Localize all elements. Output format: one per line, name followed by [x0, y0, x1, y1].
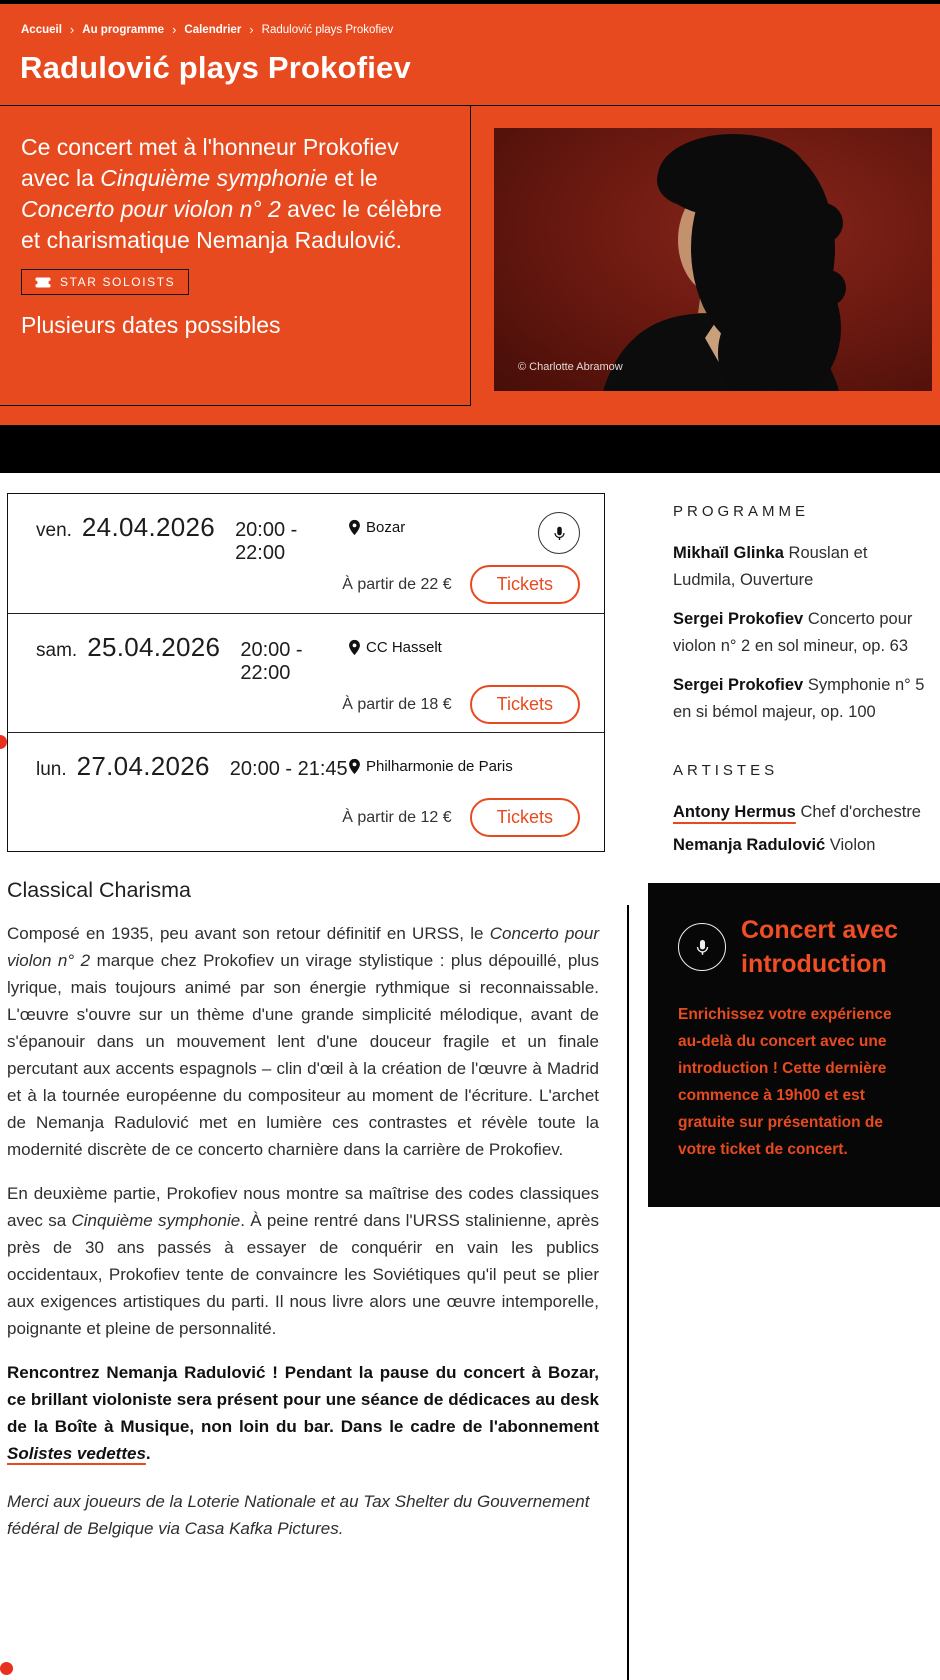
work-title-italic: Concerto pour violon n° 2 [7, 924, 599, 970]
hero-desc-text: avec le célèbre et charismatique Nemanja Radulović. [21, 196, 442, 254]
location-pin-icon [348, 758, 361, 775]
article-paragraph-2 [7, 1180, 599, 1342]
hero-columns [0, 105, 940, 428]
event-date: 24.04.2026 [81, 512, 216, 542]
chevron-right-icon: › [69, 22, 75, 37]
chevron-right-icon: › [249, 22, 254, 37]
location-pin-icon [348, 519, 361, 536]
artist-item [673, 799, 931, 826]
venue-name: Bozar [366, 519, 406, 536]
breadcrumb [0, 4, 940, 37]
work-title-italic: Concerto pour violon n° 2 [21, 196, 281, 223]
red-dot-indicator [0, 1662, 13, 1675]
breadcrumb-link-calendrier[interactable]: Calendrier [184, 23, 242, 36]
price-from: À partir de 18 € [342, 695, 452, 713]
concert-introduction-card [648, 883, 940, 1207]
events-table [7, 493, 605, 852]
page-title: Radulović plays Prokofiev [20, 50, 411, 85]
composer-name: Sergei Prokofiev [673, 676, 804, 694]
venue-name: CC Hasselt [366, 639, 442, 656]
hero-desc-text: Ce concert met à l'honneur Prokofiev avec la [21, 134, 399, 192]
paragraph-text: . [145, 1444, 151, 1463]
work-name: Concerto pour violon n° 2 en sol mineur, op. 63 [673, 610, 913, 655]
programme-heading: PROGRAMME [673, 503, 810, 520]
artist-item [673, 832, 931, 859]
composer-name: Mikhaïl Glinka [673, 544, 784, 562]
paragraph-text: Composé en 1935, peu avant son retour définitif en URSS, le [7, 924, 490, 943]
event-time: 20:00 - 22:00 [235, 519, 298, 564]
breadcrumb-link-au-programme[interactable]: Au programme [82, 23, 165, 36]
article [7, 878, 599, 1542]
paragraph-text: . À peine rentré dans l'URSS stalinienne, après près de 30 ans passés à essayer de conquérir en vain les publics occidentaux, Prokofiev tente de convaincre les Soviétiques qu'il peut se plier aux exigences artistiques du parti. Il nous livre alors une œuvre intemporelle, poignante et pleine de personnalité. [7, 1211, 600, 1338]
paragraph-text: Rencontrez Nemanja Radulović ! Pendant la pause du concert à Bozar, ce brillant violoniste sera présent pour une séance de dédicaces au desk de la Boîte à Musique, non loin du bar. Dans le cadre de l'abonnement [7, 1363, 599, 1436]
sidebar [605, 473, 940, 1680]
intro-card-body: Enrichissez votre expérience au-delà du concert avec une introduction ! Cette dernière commence à 19h00 et est gratuite sur présentation de votre ticket de concert. [678, 1006, 892, 1158]
ticket-icon [35, 277, 51, 288]
event-time: 20:00 - 21:45 [229, 758, 348, 780]
paragraph-text: En deuxième partie, Prokofiev nous montre sa maîtrise des codes classiques avec sa [7, 1184, 599, 1230]
venue-name: Philharmonie de Paris [366, 758, 513, 775]
event-row [8, 613, 604, 732]
breadcrumb-link-accueil[interactable]: Accueil [21, 23, 62, 36]
programme-item [673, 606, 931, 660]
hero-desc-text: et le [327, 165, 378, 192]
price-from: À partir de 12 € [342, 808, 452, 826]
event-day: lun. [36, 759, 67, 780]
microphone-circle [678, 923, 726, 971]
event-row [8, 494, 604, 613]
hero-description [21, 132, 446, 256]
dates-label: Plusieurs dates possibles [21, 312, 281, 339]
event-datetime [36, 632, 348, 685]
event-row [8, 732, 604, 851]
breadcrumb-current-page: Radulović plays Prokofiev [261, 23, 394, 36]
event-time: 20:00 - 22:00 [240, 639, 303, 684]
hero-header [0, 4, 940, 425]
artist-portrait-photo [494, 128, 932, 391]
artist-role: Violon [825, 836, 876, 854]
event-datetime [36, 751, 348, 782]
section-divider-bar [0, 425, 940, 473]
left-column [0, 473, 605, 1680]
article-heading: Classical Charisma [7, 878, 191, 902]
tickets-button[interactable]: Tickets [470, 798, 580, 837]
programme-item [673, 672, 931, 726]
event-datetime [36, 512, 348, 565]
artistes-section [673, 762, 940, 859]
work-title-italic: Cinquième symphonie [100, 165, 328, 192]
event-venue [348, 751, 580, 775]
event-venue [348, 512, 538, 536]
vertical-divider [627, 905, 629, 1680]
intro-card-title: Concert avec introduction [741, 916, 899, 978]
artist-role: Chef d'orchestre [795, 803, 921, 821]
tickets-button[interactable]: Tickets [470, 685, 580, 724]
chevron-right-icon: › [172, 22, 177, 37]
work-title-italic: Cinquième symphonie [71, 1211, 241, 1230]
article-paragraph-3-bold [7, 1359, 599, 1467]
location-pin-icon [348, 639, 361, 656]
introduction-mic-button[interactable] [538, 512, 580, 554]
tickets-button[interactable]: Tickets [470, 565, 580, 604]
article-paragraph-4-credits: Merci aux joueurs de la Loterie Nationale et au Tax Shelter du Gouvernement fédéral de Belgique via Casa Kafka Pictures. [7, 1492, 590, 1538]
microphone-icon [551, 525, 568, 542]
event-date: 27.04.2026 [76, 751, 210, 781]
hero-photo-box [471, 106, 940, 428]
event-venue [348, 632, 580, 656]
photo-credit: © Charlotte Abramow [518, 361, 623, 374]
work-name: Rouslan et Ludmila, Ouverture [673, 544, 868, 589]
price-from: À partir de 22 € [342, 575, 452, 593]
star-soloists-badge[interactable] [21, 269, 189, 295]
portrait-illustration [494, 128, 932, 391]
composer-name: Sergei Prokofiev [673, 610, 804, 628]
badge-label: STAR SOLOISTS [60, 275, 176, 290]
artistes-heading: ARTISTES [673, 762, 779, 779]
article-paragraph-1 [7, 920, 599, 1163]
programme-item [673, 540, 931, 594]
paragraph-text: marque chez Prokofiev un virage stylistique : plus dépouillé, plus lyrique, mais toujours animé par son énergie rythmique si reconnaissable. L'œuvre s'ouvre sur un thème d'une grande simplicité mélodique, avant de s'épanouir dans un mouvement lent d'une douceur fragile et un finale percutant aux accents espagnols – clin d'œil à la création de l'œuvre à Madrid et à la tournée européenne du compositeur au moment de l'écriture. L'archet de Nemanja Radulović met en lumière ces contrastes et révèle toute la modernité discrète de ce concerto charnière dans la carrière de Prokofiev. [7, 951, 600, 1159]
microphone-icon [693, 938, 712, 957]
solistes-vedettes-link[interactable]: Solistes vedettes [7, 1444, 146, 1463]
work-name: Symphonie n° 5 en si bémol majeur, op. 100 [673, 676, 925, 721]
artist-link-antony-hermus[interactable]: Antony Hermus [673, 803, 796, 821]
artist-name-nemanja-radulovic: Nemanja Radulović [673, 836, 826, 854]
event-day: ven. [36, 520, 72, 541]
hero-description-box [0, 106, 471, 406]
main-content [0, 473, 940, 1680]
event-date: 25.04.2026 [87, 632, 221, 662]
event-day: sam. [36, 640, 78, 661]
